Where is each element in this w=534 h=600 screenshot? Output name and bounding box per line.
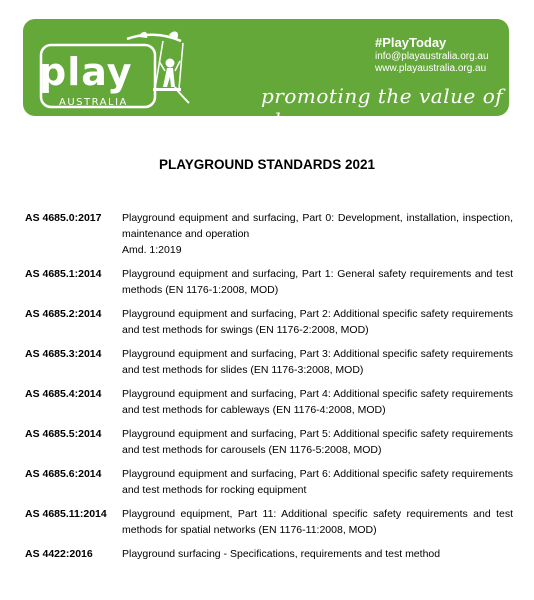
standard-code: AS 4685.0:2017 <box>25 212 102 224</box>
standard-description: Playground equipment and surfacing, Part 2: Additional specific safety requirements and test methods for swings (EN 1176-2:2008, MOD) <box>122 308 513 336</box>
standard-row <box>25 306 513 338</box>
logo-subtitle: AUSTRALIA <box>59 97 128 108</box>
website-link[interactable]: www.playaustralia.org.au <box>375 63 487 74</box>
standard-code: AS 4685.1:2014 <box>25 268 102 280</box>
logo-wordmark: play <box>39 50 133 94</box>
standard-code: AS 4685.3:2014 <box>25 348 102 360</box>
standard-code: AS 4685.5:2014 <box>25 428 102 440</box>
tagline: promoting the value of play <box>261 84 504 132</box>
standard-code: AS 4685.4:2014 <box>25 388 102 400</box>
standard-code: AS 4685.6:2014 <box>25 468 102 480</box>
standard-description: Playground surfacing - Specifications, requirements and test method <box>122 548 441 560</box>
standard-description: Playground equipment and surfacing, Part 4: Additional specific safety requirements and test methods for cableways (EN 1176-4:2008, MOD) <box>122 388 513 416</box>
standard-row <box>25 506 513 538</box>
standard-row <box>25 426 513 458</box>
standard-row <box>25 346 513 378</box>
standards-list <box>25 210 513 562</box>
standard-amendment-note: Amd. 1:2019 <box>122 244 182 256</box>
standard-description <box>122 210 513 258</box>
standard-code: AS 4685.2:2014 <box>25 308 102 320</box>
standard-description: Playground equipment and surfacing, Part 3: Additional specific safety requirements and test methods for slides (EN 1176-3:2008, MOD) <box>122 348 513 376</box>
standard-row <box>25 386 513 418</box>
standard-description-text: Playground equipment and surfacing, Part 0: Development, installation, inspection, maintenance and operation <box>122 212 513 240</box>
standard-description: Playground equipment, Part 11: Additional specific safety requirements and test methods for spatial networks (EN 1176-11:2008, MOD) <box>122 508 513 536</box>
standard-description: Playground equipment and surfacing, Part 5: Additional specific safety requirements and test methods for carousels (EN 1176-5:2008, MOD) <box>122 428 513 456</box>
standard-row <box>25 266 513 298</box>
standard-row <box>25 546 513 562</box>
standard-code: AS 4422:2016 <box>25 548 93 560</box>
standard-description: Playground equipment and surfacing, Part 1: General safety requirements and test methods (EN 1176-1:2008, MOD) <box>122 268 513 296</box>
standard-row <box>25 210 513 258</box>
email-link[interactable]: info@playaustralia.org.au <box>375 51 489 62</box>
header-banner <box>23 19 509 132</box>
document-title: PLAYGROUND STANDARDS 2021 <box>158 157 376 172</box>
contact-block <box>375 35 489 75</box>
standard-row <box>25 466 513 498</box>
standard-description: Playground equipment and surfacing, Part 6: Additional specific safety requirements and test methods for rocking equipment <box>122 468 513 496</box>
hashtag: #PlayToday <box>375 35 447 50</box>
standard-code: AS 4685.11:2014 <box>25 508 107 520</box>
